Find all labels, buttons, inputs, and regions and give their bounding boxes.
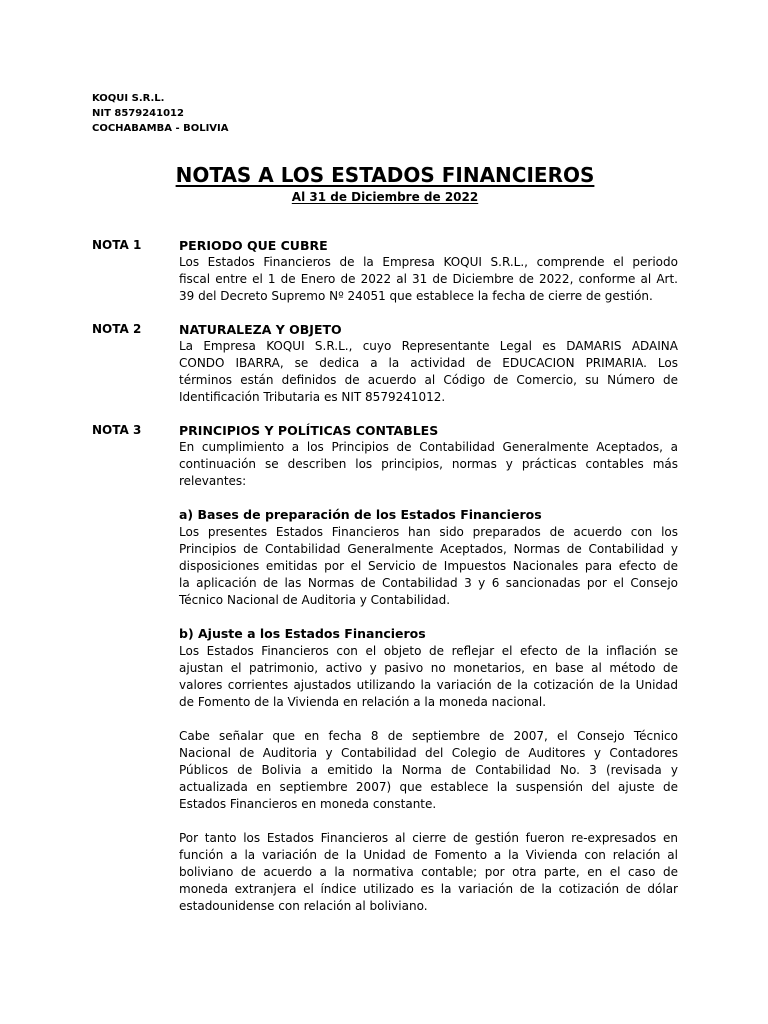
company-header [92,91,678,136]
paragraph-line: disposiciones emitidas por el Servicio de Impuestos Nacionales para efecto de [179,559,678,573]
paragraph-line: Nacional de Auditoria y Contabilidad del Colegio de Auditores y Contadores [179,746,678,760]
paragraph-line: boliviano de acuerdo a la normativa contable; por otra parte, en el caso de [179,865,678,879]
paragraph-line: ajustan el patrimonio, activo y pasivo no monetarios, en base al método de [179,661,678,675]
subsection-heading: b) Ajuste a los Estados Financieros [179,626,426,641]
paragraph-line: relevantes: [179,474,247,488]
paragraph-line: Los presentes Estados Financieros han sido preparados de acuerdo con los [179,525,678,539]
paragraph-line: términos están definidos de acuerdo al Código de Comercio, su Número de [179,373,678,387]
paragraph-line: estadounidense con relación al boliviano. [179,899,428,913]
document-date: Al 31 de Diciembre de 2022 [291,190,479,204]
paragraph-line: fiscal entre el 1 de Enero de 2022 al 31 de Diciembre de 2022, conforme al Art. [179,272,678,286]
paragraph-line: la aplicación de las Normas de Contabilidad 3 y 6 sancionadas por el Consejo [179,576,678,590]
subsection-b [179,625,678,915]
note-1 [92,237,678,305]
paragraph-line: Estados Financieros en moneda constante. [179,797,437,811]
paragraph-line: En cumplimiento a los Principios de Contabilidad Generalmente Aceptados, a [179,440,678,454]
document-title: NOTAS A LOS ESTADOS FINANCIEROS [175,163,595,187]
note-content [179,237,678,305]
paragraph-line: 39 del Decreto Supremo Nº 24051 que establece la fecha de cierre de gestión. [179,289,653,303]
note-2 [92,321,678,406]
note-label: NOTA 1 [92,238,142,252]
paragraph-line: continuación se describen los principios, normas y prácticas contables más [179,457,678,471]
note-heading: PRINCIPIOS Y POLÍTICAS CONTABLES [179,423,439,438]
paragraph-line: Técnico Nacional de Auditoria y Contabilidad. [179,593,451,607]
paragraph-line: actualizada en septiembre 2007) que establece la suspensión del ajuste de [179,780,678,794]
paragraph-line: función a la variación de la Unidad de Fomento a la Vivienda con relación al [179,848,678,862]
paragraph-line: Los Estados Financieros de la Empresa KOQUI S.R.L., comprende el periodo [179,255,678,269]
paragraph-line: Públicos de Bolivia a emitido la Norma de Contabilidad No. 3 (revisada y [179,763,678,777]
paragraph [179,338,678,406]
note-label: NOTA 3 [92,423,142,437]
note-3 [92,422,678,915]
subsection-a [179,506,678,609]
company-name: KOQUI S.R.L. [92,93,165,104]
paragraph-line: Cabe señalar que en fecha 8 de septiembre de 2007, el Consejo Técnico [179,729,678,743]
note-heading: NATURALEZA Y OBJETO [179,322,342,337]
paragraph-line: Identificación Tributaria es NIT 8579241012. [179,390,446,404]
note-content [179,422,678,915]
subsection-heading: a) Bases de preparación de los Estados Financieros [179,507,542,522]
paragraph-line: CONDO IBARRA, se dedica a la actividad de EDUCACION PRIMARIA. Los [179,356,678,370]
company-nit: NIT 8579241012 [92,108,184,119]
paragraph-line: moneda extranjera el índice utilizado es la variación de la cotización de dólar [179,882,678,896]
note-label: NOTA 2 [92,322,142,336]
paragraph [179,830,678,915]
paragraph-line: Por tanto los Estados Financieros al cierre de gestión fueron re-expresados en [179,831,678,845]
paragraph-line: Los Estados Financieros con el objeto de reflejar el efecto de la inflación se [179,644,678,658]
notes-list [92,237,678,915]
company-location: COCHABAMBA - BOLIVIA [92,123,229,134]
paragraph [179,439,678,490]
paragraph-line: La Empresa KOQUI S.R.L., cuyo Representante Legal es DAMARIS ADAINA [179,339,678,353]
paragraph-line: de Fomento de la Vivienda en relación a la moneda nacional. [179,695,547,709]
paragraph [179,643,678,711]
paragraph-line: Principios de Contabilidad Generalmente Aceptados, Normas de Contabilidad y [179,542,678,556]
paragraph-line: valores corrientes ajustados utilizando la variación de la cotización de la Unidad [179,678,678,692]
document-body [92,91,678,915]
note-content [179,321,678,406]
note-heading: PERIODO QUE CUBRE [179,238,328,253]
paragraph [179,254,678,305]
paragraph [179,524,678,609]
paragraph [179,728,678,813]
